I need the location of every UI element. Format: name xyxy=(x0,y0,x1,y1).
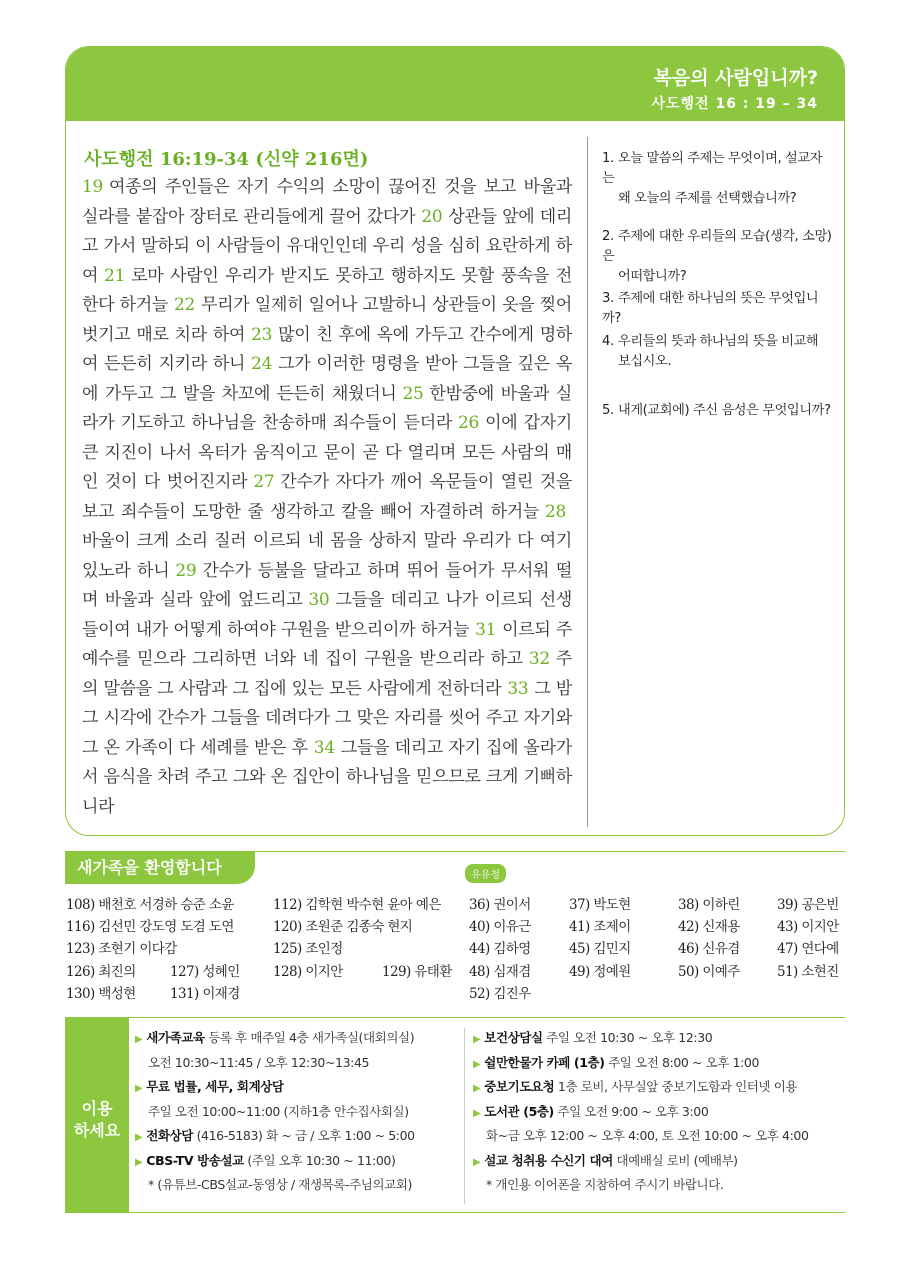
youth-badge: 유유청 xyxy=(465,864,506,883)
bullet-triangle-icon: ▶ xyxy=(473,1058,481,1070)
new-family-entry: 131) 이재경 xyxy=(170,986,240,1002)
verse-text: 여종의 주인들은 자기 수익의 소망이 끊어진 것을 보고 바울과 실라를 붙잡아 장터로 관리들에게 끌어 갔다가 xyxy=(82,177,572,227)
verse-number: 31 xyxy=(475,619,497,640)
new-family-entry: 127) 성혜인 xyxy=(170,964,240,980)
column-divider xyxy=(587,137,588,827)
new-family-entry: 112) 김학현 박수현 윤아 예은 xyxy=(273,897,441,913)
info-heading: 설교 청취용 수신기 대여 xyxy=(484,1152,613,1168)
verse-number: 30 xyxy=(308,590,330,610)
new-family-entry: 126) 최진의 xyxy=(66,964,136,980)
question-number: 4. xyxy=(602,334,614,349)
new-family-entry: 116) 김선민 강도영 도겸 도연 xyxy=(66,919,234,935)
header-bar xyxy=(66,47,844,121)
info-line xyxy=(148,1053,369,1071)
info-detail: * (유튜브-CBS설교-동영상 / 재생목록-주님의교회) xyxy=(148,1177,412,1192)
question-text-cont: 어떠합니까? xyxy=(618,269,687,284)
question-number: 5. xyxy=(602,403,614,418)
question-item xyxy=(602,289,834,329)
verse-text: 주의 말씀을 그 사람과 그 집에 있는 모든 사람에게 전하더라 xyxy=(82,649,572,699)
verse-text: 무리가 일제히 일어나 고발하니 상관들이 옷을 찢어 벗기고 매로 치라 하여 xyxy=(82,295,573,345)
info-line xyxy=(486,1126,809,1144)
question-item xyxy=(602,149,834,209)
youth-entry: 38) 이하린 xyxy=(678,897,740,913)
question-text-cont: 왜 오늘의 주제를 선택했습니까? xyxy=(618,191,797,206)
verse-number: 29 xyxy=(175,560,197,581)
info-line xyxy=(135,1077,284,1095)
info-line xyxy=(473,1151,738,1169)
verse-number: 32 xyxy=(528,649,550,669)
new-family-entry: 129) 유태환 xyxy=(382,964,452,980)
question-number: 3. xyxy=(602,291,614,306)
verse-number: 26 xyxy=(458,413,480,433)
info-line xyxy=(486,1175,723,1193)
youth-entry: 36) 권이서 xyxy=(469,897,531,913)
youth-entry: 42) 신재용 xyxy=(678,919,740,935)
youth-entry: 50) 이예주 xyxy=(678,964,740,980)
info-heading: 중보기도요청 xyxy=(484,1079,555,1094)
verse-number: 20 xyxy=(421,206,443,227)
info-line xyxy=(135,1028,414,1046)
info-line xyxy=(148,1102,409,1120)
sermon-reference: 사도행전 16 : 19 – 34 xyxy=(651,96,818,112)
bullet-triangle-icon: ▶ xyxy=(135,1083,143,1094)
info-detail: 주일 오전 10:00~11:00 (지하1층 안수집사회실) xyxy=(148,1103,409,1119)
verse-number: 25 xyxy=(402,383,424,404)
bullet-triangle-icon: ▶ xyxy=(135,1034,143,1045)
youth-entry: 51) 소현진 xyxy=(777,964,839,980)
verse-number: 22 xyxy=(174,295,196,315)
welcome-title: 새가족을 환영합니다 xyxy=(65,852,255,884)
passage-title: 사도행전 16:19-34 (신약 216면) xyxy=(84,149,369,170)
bullet-triangle-icon: ▶ xyxy=(473,1156,481,1168)
question-item xyxy=(602,401,834,421)
passage-text xyxy=(82,173,572,822)
question-number: 2. xyxy=(602,229,614,244)
question-text: 주제에 대한 우리들의 모습(생각, 소망)은 xyxy=(602,229,832,264)
youth-entry: 52) 김진우 xyxy=(469,986,531,1002)
youth-entry: 48) 심재겸 xyxy=(469,964,531,980)
verse-number: 33 xyxy=(507,678,529,699)
info-detail: 오전 10:30~11:45 / 오후 12:30~13:45 xyxy=(148,1054,370,1070)
info-heading: 전화상담 xyxy=(146,1128,193,1143)
info-panel xyxy=(65,1017,845,1213)
verse-number: 34 xyxy=(313,737,335,758)
info-detail: 주일 오전 10:30 ~ 오후 12:30 xyxy=(542,1030,713,1045)
info-line xyxy=(135,1151,395,1169)
info-detail: 대예배실 로비 (예배부) xyxy=(612,1152,738,1168)
info-detail: (416-5183) 화 ~ 금 / 오후 1:00 ~ 5:00 xyxy=(193,1128,415,1143)
info-side-line1: 이용 xyxy=(81,1099,113,1118)
bullet-triangle-icon: ▶ xyxy=(473,1083,481,1094)
question-text: 오늘 말씀의 주제는 무엇이며, 설교자는 xyxy=(602,151,823,186)
verse-text: 그 밤 그 시각에 간수가 그들을 데려다가 그 맞은 자리를 씻어 주고 자기와 그 온 가족이 다 세례를 받은 후 xyxy=(82,678,572,758)
info-line xyxy=(473,1102,708,1120)
verse-text: 한밤중에 바울과 실라가 기도하고 하나님을 찬송하매 죄수들이 듣더라 xyxy=(82,383,572,433)
info-side-line2: 하세요 xyxy=(73,1121,121,1140)
youth-entry: 44) 김하영 xyxy=(469,941,531,957)
new-family-entry: 125) 조인정 xyxy=(273,941,343,957)
verse-text: 간수가 자다가 깨어 옥문들이 열린 것을 보고 죄수들이 도망한 줄 생각하고 칼을 빼어 자결하려 하거늘 xyxy=(82,472,572,522)
question-item xyxy=(602,227,834,287)
info-line xyxy=(135,1126,415,1144)
youth-entry: 43) 이지안 xyxy=(777,919,839,935)
info-heading: 쉴만한물가 카페 (1층) xyxy=(484,1054,605,1070)
question-item xyxy=(602,332,834,372)
youth-entry: 41) 조제이 xyxy=(569,919,631,935)
verse-number: 27 xyxy=(253,472,275,492)
info-line xyxy=(473,1077,797,1095)
verse-text: 이에 갑자기 큰 지진이 나서 옥터가 움직이고 문이 곧 다 열리며 모든 사람의 매인 것이 다 벗어진지라 xyxy=(82,413,572,492)
youth-entry: 47) 연다예 xyxy=(777,941,839,957)
info-line xyxy=(473,1053,759,1071)
youth-entry: 37) 박도현 xyxy=(569,897,631,913)
info-heading: 보건상담실 xyxy=(484,1030,543,1045)
info-line xyxy=(473,1028,712,1046)
verse-text: 그들을 데리고 자기 집에 올라가서 음식을 차려 주고 그와 온 집안이 하나님을 믿으므로 크게 기뻐하니라 xyxy=(82,737,572,817)
question-text: 주제에 대한 하나님의 뜻은 무엇입니까? xyxy=(602,291,819,326)
question-text-cont: 보십시오. xyxy=(618,354,672,369)
bullet-triangle-icon: ▶ xyxy=(135,1156,143,1168)
scripture-panel xyxy=(65,46,845,836)
verse-text: 많이 친 후에 옥에 가두고 간수에게 명하여 든든히 지키라 하니 xyxy=(82,324,572,374)
youth-entry: 46) 신유겸 xyxy=(678,941,740,957)
bullet-triangle-icon: ▶ xyxy=(473,1034,481,1045)
verse-number: 19 xyxy=(82,177,104,197)
info-detail: (주일 오후 10:30 ~ 11:00) xyxy=(243,1152,396,1168)
youth-entry: 40) 이유근 xyxy=(469,919,531,935)
info-heading: 도서관 (5층) xyxy=(484,1103,554,1119)
verse-number: 24 xyxy=(251,354,273,374)
verse-number: 23 xyxy=(251,324,273,345)
verse-number: 21 xyxy=(104,265,126,286)
verse-text: 간수가 등불을 달라고 하며 뛰어 들어가 무서워 떨며 바울과 실라 앞에 엎드리고 xyxy=(82,560,573,610)
info-detail: 1층 로비, 사무실앞 중보기도함과 인터넷 이용 xyxy=(554,1079,798,1094)
new-family-entry: 130) 백성현 xyxy=(66,986,136,1002)
info-detail: 주일 오전 8:00 ~ 오후 1:00 xyxy=(604,1054,760,1070)
new-family-entry: 128) 이지안 xyxy=(273,964,343,980)
sermon-title: 복음의 사람입니까? xyxy=(653,67,818,89)
bullet-triangle-icon: ▶ xyxy=(473,1107,481,1119)
info-detail: 주일 오전 9:00 ~ 오후 3:00 xyxy=(553,1103,709,1119)
bullet-triangle-icon: ▶ xyxy=(135,1132,143,1143)
verse-text: 이르되 주 예수를 믿으라 그리하면 너와 네 집이 구원을 받으리라 하고 xyxy=(82,619,572,669)
info-detail: 화~금 오후 12:00 ~ 오후 4:00, 토 오전 10:00 ~ 오후 4:00 xyxy=(486,1128,809,1143)
verse-text: 그가 이러한 명령을 받아 그들을 깊은 옥에 가두고 그 발을 차꼬에 든든히 채웠더니 xyxy=(82,354,572,404)
info-detail: 등록 후 매주일 4층 새가족실(대회의실) xyxy=(204,1030,415,1045)
youth-entry: 45) 김민지 xyxy=(569,941,631,957)
verse-text: 상관들 앞에 데리고 가서 말하되 이 사람들이 유대인인데 우리 성을 심히 요란하게 하여 xyxy=(82,206,573,286)
info-heading: CBS-TV 방송설교 xyxy=(146,1152,244,1168)
info-divider xyxy=(464,1028,465,1204)
info-side-label xyxy=(65,1018,129,1212)
verse-text: 그들을 데리고 나가 이르되 선생들이여 내가 어떻게 하여야 구원을 받으리이까 하거늘 xyxy=(82,590,572,640)
youth-entry: 39) 공은빈 xyxy=(777,897,839,913)
info-line xyxy=(148,1175,412,1193)
info-heading: 새가족교육 xyxy=(146,1030,205,1045)
verse-text: 로마 사람인 우리가 받지도 못하고 행하지도 못할 풍속을 전한다 하거늘 xyxy=(82,265,572,315)
info-detail: * 개인용 이어폰을 지참하여 주시기 바랍니다. xyxy=(486,1177,724,1192)
youth-entry: 49) 정예원 xyxy=(569,964,631,980)
new-family-entry: 108) 배천호 서경하 승준 소윤 xyxy=(66,897,234,913)
question-number: 1. xyxy=(602,151,614,166)
question-text: 우리들의 뜻과 하나님의 뜻을 비교해 xyxy=(618,334,819,349)
info-heading: 무료 법률, 세무, 회계상담 xyxy=(146,1079,284,1094)
verse-number: 28 xyxy=(544,501,566,522)
question-text: 내게(교회에) 주신 음성은 무엇입니까? xyxy=(618,403,831,418)
new-family-entry: 120) 조원준 김종숙 현지 xyxy=(273,919,413,935)
verse-text: 바울이 크게 소리 질러 이르되 네 몸을 상하지 말라 우리가 다 여기 있노라 하니 xyxy=(82,531,572,581)
new-family-entry: 123) 조현기 이다감 xyxy=(66,941,177,957)
